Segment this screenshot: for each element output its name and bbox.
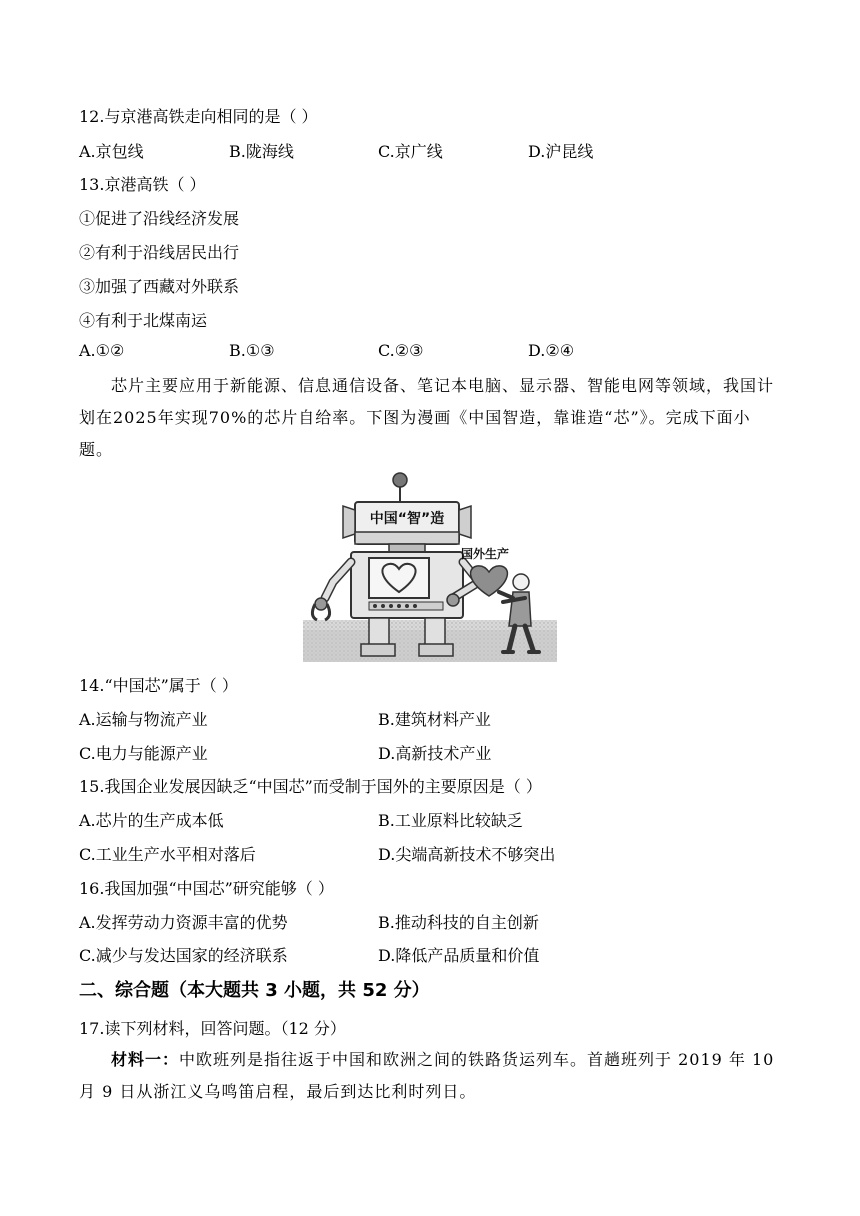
q13-option-a: A.①②	[79, 341, 125, 360]
q14-option-d: D.高新技术产业	[378, 744, 492, 763]
q16-option-a: A.发挥劳动力资源丰富的优势	[79, 913, 288, 932]
q14-option-c: C.电力与能源产业	[79, 744, 208, 763]
q17-material-1	[79, 1044, 782, 1108]
q13-statement-3: ③加强了西藏对外联系	[79, 277, 240, 296]
question-12-stem: 12.与京港高铁走向相同的是（ ）	[79, 107, 318, 126]
q15-option-b: B.工业原料比较缺乏	[378, 811, 523, 830]
q13-statement-2: ②有利于沿线居民出行	[79, 243, 240, 262]
q17-material-text: 中欧班列是指往返于中国和欧洲之间的铁路货运列车。首趟班列于 2019 年 10 月 9 日从浙江义乌鸣笛启程，最后到达比利时列日。	[79, 1050, 775, 1101]
q13-statement-1: ①促进了沿线经济发展	[79, 209, 240, 228]
q12-option-a: A.京包线	[79, 142, 144, 161]
q16-option-d: D.降低产品质量和价值	[378, 946, 540, 965]
q15-option-c: C.工业生产水平相对落后	[79, 845, 256, 864]
q13-option-d: D.②④	[528, 341, 575, 360]
question-13-stem: 13.京港高铁（ ）	[79, 175, 206, 194]
robot-cartoon-illustration	[303, 470, 557, 662]
question-17-stem: 17.读下列材料，回答问题。（12 分）	[79, 1019, 346, 1038]
q13-option-c: C.②③	[378, 341, 424, 360]
question-16-stem: 16.我国加强“中国芯”研究能够（ ）	[79, 879, 334, 898]
q14-option-a: A.运输与物流产业	[79, 710, 208, 729]
q14-option-b: B.建筑材料产业	[378, 710, 491, 729]
chip-passage	[79, 370, 782, 466]
question-14-stem: 14.“中国芯”属于（ ）	[79, 676, 238, 695]
robot-label: 中国“智”造	[369, 511, 445, 527]
q12-option-b: B.陇海线	[229, 142, 294, 161]
q13-statement-4: ④有利于北煤南运	[79, 311, 208, 330]
q12-option-c: C.京广线	[378, 142, 443, 161]
person-label: 国外生产	[460, 547, 510, 561]
chip-passage-text: 芯片主要应用于新能源、信息通信设备、笔记本电脑、显示器、智能电网等领域，我国计划在2025年实现70%的芯片自给率。下图为漫画《中国智造，靠谁造“芯”》。完成下面小题。	[79, 376, 775, 459]
question-15-stem: 15.我国企业发展因缺乏“中国芯”而受制于国外的主要原因是（ ）	[79, 777, 542, 796]
q16-option-b: B.推动科技的自主创新	[378, 913, 539, 932]
q15-option-a: A.芯片的生产成本低	[79, 811, 224, 830]
q15-option-d: D.尖端高新技术不够突出	[378, 845, 556, 864]
q13-option-b: B.①③	[229, 341, 275, 360]
q16-option-c: C.减少与发达国家的经济联系	[79, 946, 288, 965]
q12-option-d: D.沪昆线	[528, 142, 594, 161]
q17-material-label: 材料一：	[111, 1050, 180, 1069]
section-2-heading: 二、综合题（本大题共 3 小题，共 52 分）	[79, 980, 430, 1001]
cartoon-image	[303, 470, 557, 662]
